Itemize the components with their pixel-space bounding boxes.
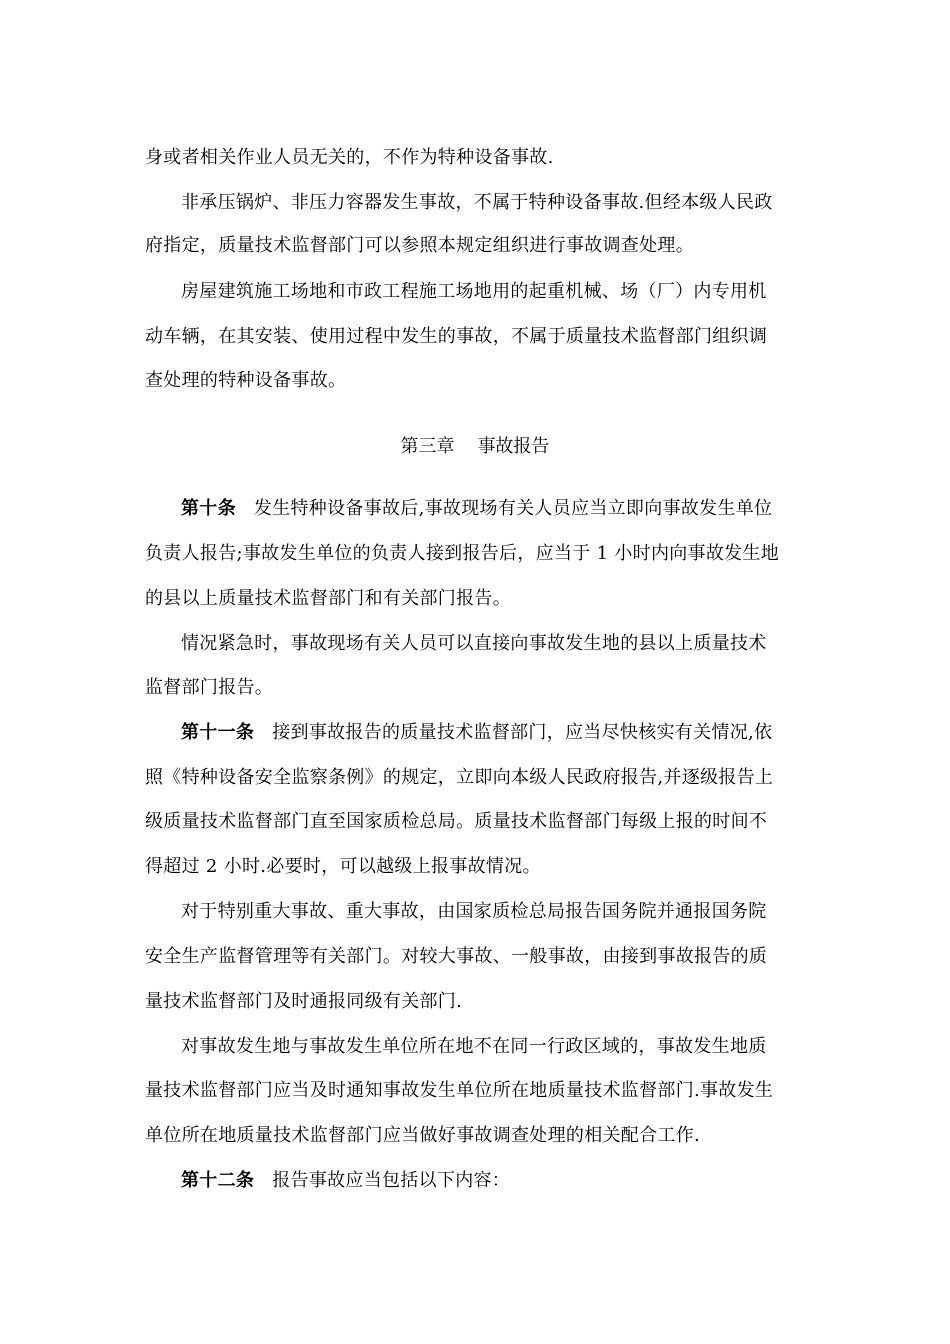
paragraph-line: 非承压锅炉、非压力容器发生事故，不属于特种设备事故.但经本级人民政 [181, 192, 773, 213]
paragraph-line: 量技术监督部门应当及时通知事故发生单位所在地质量技术监督部门.事故发生 [145, 1080, 774, 1101]
article-text: 发生特种设备事故后,事故现场有关人员应当立即向事故发生单位 [253, 498, 773, 519]
paragraph-line: 身或者相关作业人员无关的，不作为特种设备事故. [145, 147, 554, 168]
chapter-title: 事故报告 [477, 436, 550, 457]
article-line: 照《特种设备安全监察条例》的规定，立即向本级人民政府报告,并逐级报告上 [145, 767, 774, 788]
chapter-number: 第三章 [400, 436, 455, 457]
paragraph-line: 动车辆，在其安装、使用过程中发生的事故，不属于质量技术监督部门组织调 [145, 326, 768, 347]
article-text: 报告事故应当包括以下内容： [272, 1170, 511, 1191]
article-line: 的县以上质量技术监督部门和有关部门报告。 [145, 588, 511, 609]
paragraph-line: 监督部门报告。 [145, 677, 274, 698]
chapter-heading [0, 435, 950, 459]
paragraph-line: 情况紧急时，事故现场有关人员可以直接向事故发生地的县以上质量技术 [181, 633, 767, 654]
paragraph-line: 对于特别重大事故、重大事故，由国家质检总局报告国务院并通报国务院 [181, 901, 767, 922]
paragraph-line: 单位所在地质量技术监督部门应当做好事故调查处理的相关配合工作. [145, 1125, 701, 1146]
article-label: 第十条 [181, 498, 236, 519]
article-line [181, 721, 861, 745]
article-line: 负责人报告;事故发生单位的负责人接到报告后，应当于 1 小时内向事故发生地 [145, 543, 780, 564]
article-line [181, 1169, 861, 1193]
paragraph-line: 安全生产监督管理等有关部门。对较大事故、一般事故，由接到事故报告的质 [145, 946, 768, 967]
paragraph-line: 对事故发生地与事故发生单位所在地不在同一行政区域的，事故发生地质 [181, 1036, 767, 1057]
article-line [181, 497, 861, 521]
article-label: 第十一条 [181, 722, 255, 743]
paragraph-line: 量技术监督部门及时通报同级有关部门. [145, 991, 463, 1012]
article-line: 级质量技术监督部门直至国家质检总局。质量技术监督部门每级上报的时间不 [145, 811, 768, 832]
article-line: 得超过 2 小时.必要时，可以越级上报事故情况。 [145, 856, 541, 877]
paragraph-line: 府指定，质量技术监督部门可以参照本规定组织进行事故调查处理。 [145, 235, 694, 256]
paragraph-line: 房屋建筑施工场地和市政工程施工场地用的起重机械、场（厂）内专用机 [181, 281, 767, 302]
paragraph-line: 查处理的特种设备事故。 [145, 370, 347, 391]
article-text: 接到事故报告的质量技术监督部门，应当尽快核实有关情况,依 [272, 722, 773, 743]
article-label: 第十二条 [181, 1170, 255, 1191]
